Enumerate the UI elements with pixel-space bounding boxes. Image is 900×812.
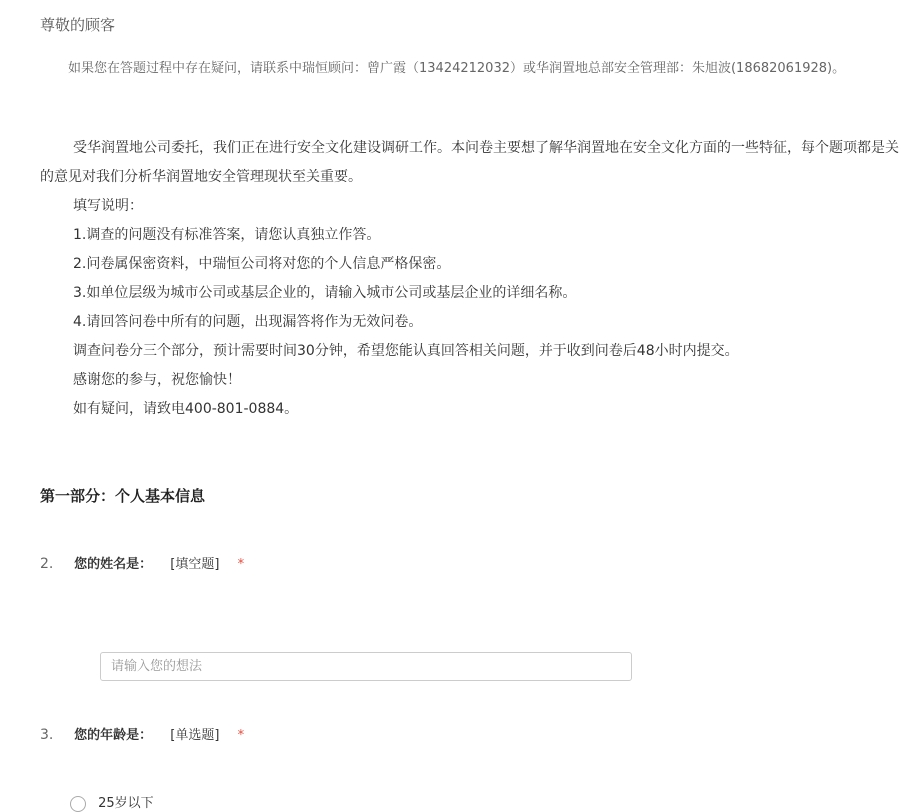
rule-item: 2.问卷属保密资料，中瑞恒公司将对您的个人信息严格保密。 bbox=[73, 256, 451, 272]
required-marker: * bbox=[237, 728, 245, 743]
greeting-heading: 尊敬的顾客 bbox=[40, 16, 116, 34]
question-type: [填空题] bbox=[170, 557, 220, 572]
question-number: 3. bbox=[40, 727, 54, 743]
thanks-note: 感谢您的参与，祝您愉快！ bbox=[73, 372, 241, 388]
question-number: 2. bbox=[40, 556, 54, 572]
rule-item: 1.调查的问题没有标准答案，请您认真独立作答。 bbox=[73, 227, 381, 243]
rule-item: 3.如单位层级为城市公司或基层企业的，请输入城市公司或基层企业的详细名称。 bbox=[73, 285, 577, 301]
option-label: 25岁以下 bbox=[98, 796, 154, 811]
name-input[interactable] bbox=[100, 652, 632, 681]
question-type: [单选题] bbox=[170, 728, 220, 743]
intro-paragraph: 受华润置地公司委托，我们正在进行安全文化建设调研工作。本问卷主要想了解华润置地在安全文化方面的一些特征，每个题项都是关的意见对我们分析华润置地安全管理现状至关重要。 bbox=[40, 140, 899, 185]
section-title: 第一部分：个人基本信息 bbox=[40, 487, 206, 505]
intro-block bbox=[40, 134, 900, 424]
instructions-title: 填写说明： bbox=[73, 198, 143, 214]
question-name bbox=[40, 553, 244, 572]
question-title: 您的姓名是： bbox=[74, 557, 153, 572]
age-option[interactable] bbox=[70, 792, 154, 812]
rule-item: 4.请回答问卷中所有的问题，出现漏答将作为无效问卷。 bbox=[73, 314, 423, 330]
contact-note: 如果您在答题过程中存在疑问，请联系中瑞恒顾问：曾广霞（13424212032）或华润置地总部安全管理部：朱旭波(18682061928)。 bbox=[68, 61, 846, 76]
phone-note: 如有疑问，请致电400-801-0884。 bbox=[73, 401, 299, 417]
question-age bbox=[40, 724, 244, 743]
time-note: 调查问卷分三个部分，预计需要时间30分钟，希望您能认真回答相关问题，并于收到问卷后48小时内提交。 bbox=[73, 343, 739, 359]
question-title: 您的年龄是： bbox=[74, 728, 153, 743]
required-marker: * bbox=[237, 557, 245, 572]
radio-icon[interactable] bbox=[70, 796, 86, 812]
